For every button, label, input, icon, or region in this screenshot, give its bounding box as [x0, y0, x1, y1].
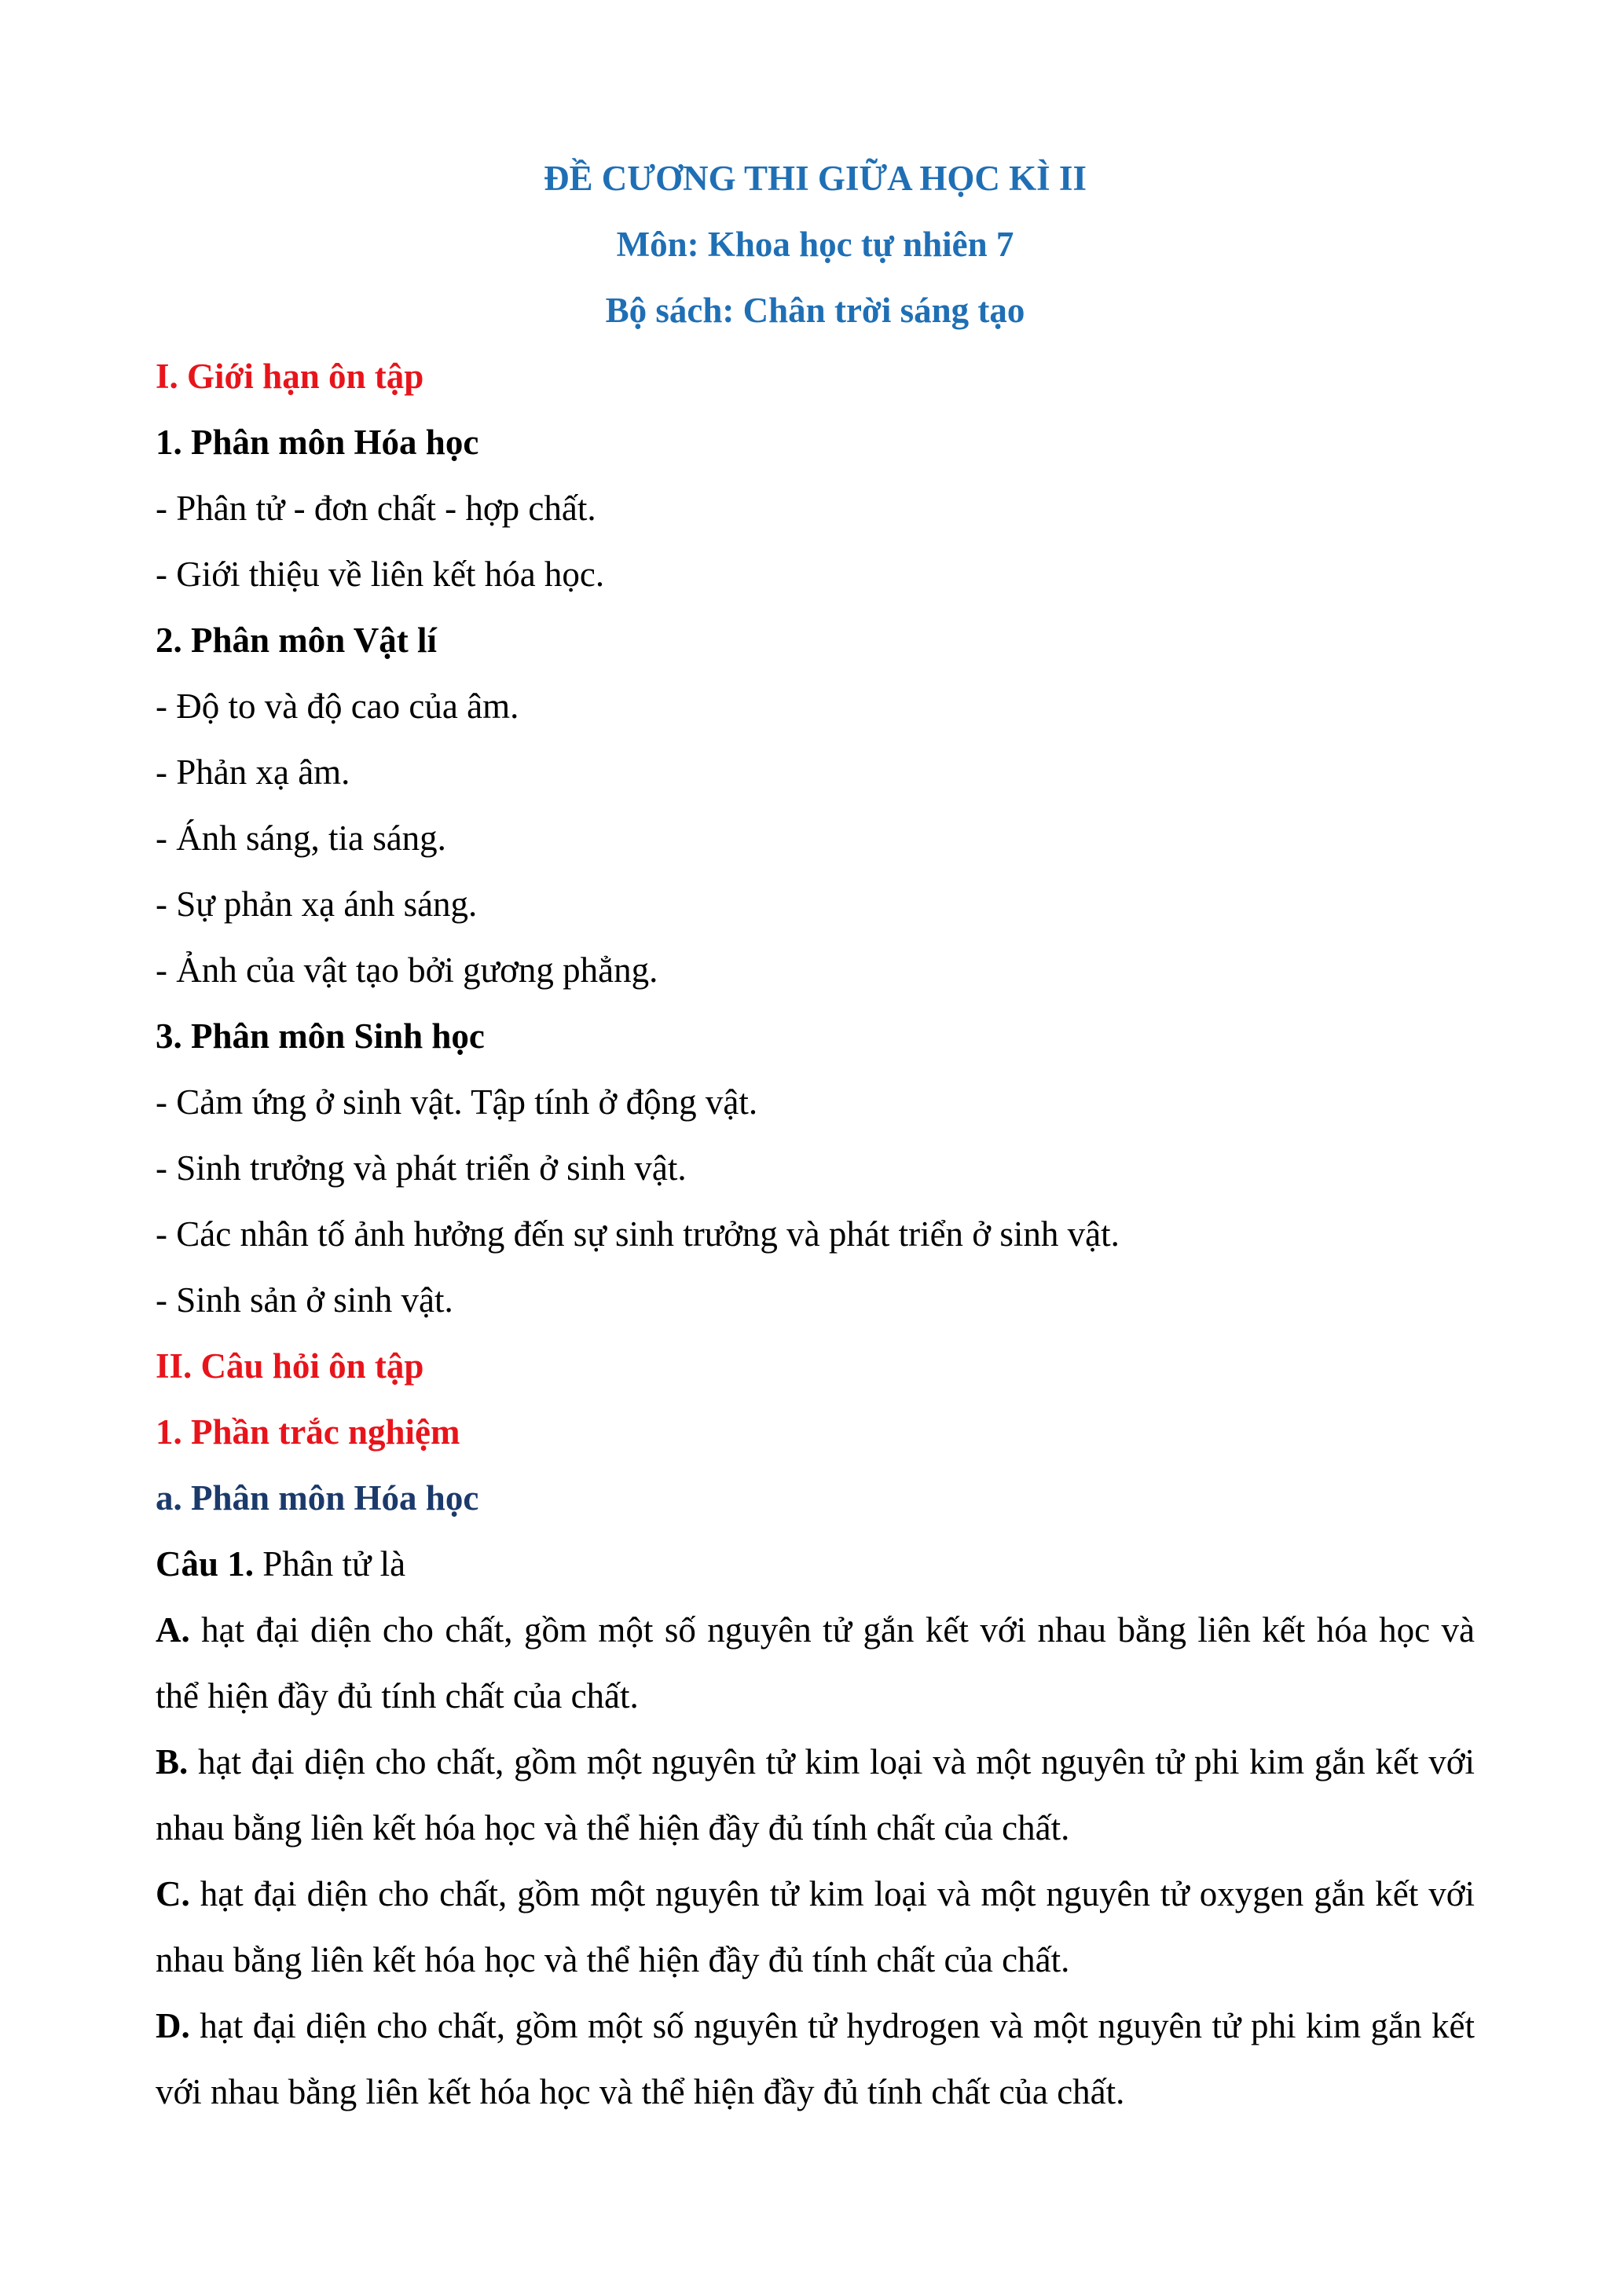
option-text: hạt đại diện cho chất, gồm một nguyên tử kim loại và một nguyên tử oxygen gắn kết với nhau bằng liên kết hóa học và thể hiện đầy đủ tính chất của chất.: [156, 1874, 1475, 1979]
answer-option-a: [156, 1597, 1475, 1729]
list-item: - Cảm ứng ở sinh vật. Tập tính ở động vật.: [156, 1082, 758, 1122]
answer-option-c: [156, 1861, 1475, 1993]
option-letter: B.: [156, 1742, 189, 1782]
list-item: - Ánh sáng, tia sáng.: [156, 818, 446, 858]
subsection-heading-chemistry: 1. Phân môn Hóa học: [156, 423, 479, 462]
option-text: hạt đại diện cho chất, gồm một nguyên tử kim loại và một nguyên tử phi kim gắn kết với nhau bằng liên kết hóa học và thể hiện đầy đủ tính chất của chất.: [156, 1742, 1475, 1847]
document-book: Bộ sách: Chân trời sáng tạo: [605, 291, 1025, 330]
list-item: - Giới thiệu về liên kết hóa học.: [156, 555, 605, 594]
list-item: - Phản xạ âm.: [156, 753, 350, 792]
list-item: - Độ to và độ cao của âm.: [156, 687, 519, 726]
list-item: - Các nhân tố ảnh hưởng đến sự sinh trưởng và phát triển ở sinh vật.: [156, 1214, 1120, 1254]
answer-option-d: [156, 1993, 1475, 2125]
list-item: - Sự phản xạ ánh sáng.: [156, 884, 478, 924]
list-item: - Ảnh của vật tạo bởi gương phẳng.: [156, 950, 658, 990]
subsection-heading-biology: 3. Phân môn Sinh học: [156, 1016, 485, 1056]
answer-option-b: [156, 1729, 1475, 1861]
list-item: - Sinh trưởng và phát triển ở sinh vật.: [156, 1148, 687, 1188]
option-letter: C.: [156, 1874, 190, 1913]
question-label: Câu 1.: [156, 1544, 255, 1584]
section-heading-review-scope: I. Giới hạn ôn tập: [156, 357, 424, 396]
section-heading-review-questions: II. Câu hỏi ôn tập: [156, 1346, 424, 1386]
subsection-heading-multiple-choice: 1. Phần trắc nghiệm: [156, 1412, 460, 1452]
document-title: ĐỀ CƯƠNG THI GIỮA HỌC KÌ II: [544, 159, 1087, 198]
question-text: Phân tử là: [254, 1544, 406, 1584]
option-letter: D.: [156, 2006, 190, 2045]
subsection-heading-physics: 2. Phân môn Vật lí: [156, 621, 437, 660]
list-item: - Sinh sản ở sinh vật.: [156, 1280, 453, 1320]
subsection-heading-chemistry-questions: a. Phân môn Hóa học: [156, 1478, 479, 1518]
question-1: [156, 1531, 1475, 1597]
option-text: hạt đại diện cho chất, gồm một số nguyên tử hydrogen và một nguyên tử phi kim gắn kết với nhau bằng liên kết hóa học và thể hiện đầy đủ tính chất của chất.: [156, 2006, 1475, 2111]
option-text: hạt đại diện cho chất, gồm một số nguyên tử gắn kết với nhau bằng liên kết hóa học và thể hiện đầy đủ tính chất của chất.: [156, 1610, 1475, 1716]
document-subject: Môn: Khoa học tự nhiên 7: [616, 225, 1014, 264]
list-item: - Phân tử - đơn chất - hợp chất.: [156, 489, 596, 528]
option-letter: A.: [156, 1610, 190, 1650]
